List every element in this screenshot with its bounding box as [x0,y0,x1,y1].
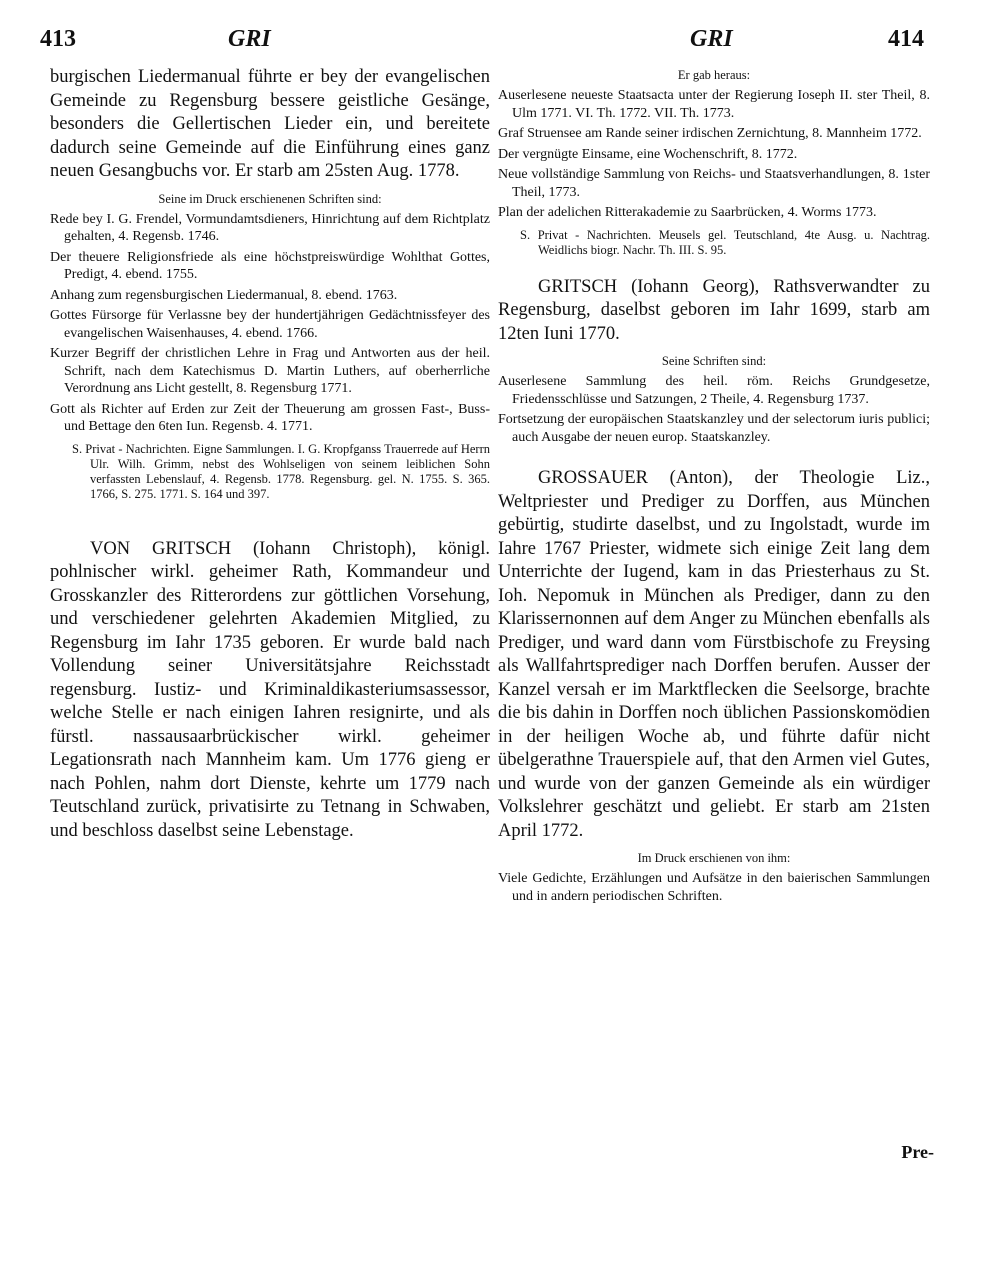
list-item: Anhang zum regensburgischen Liedermanual, 8. ebend. 1763. [50,287,398,303]
right-column [498,66,930,908]
entry-gritsch-johann-christoph: VON GRITSCH (Iohann Christoph), königl. pohlnischer wirkl. geheimer Rath, Kommandeur und Grosskanzler des Ritterordens zur göttlichen Vorsehung, und verschiedener gelehrten Akademien Mitglied, zu Regensburg im Iahr 1735 geboren. Er wurde bald nach Vollendung seiner Universitätsjahre Reichsstadt regensburg. Iustiz- und Kriminaldikasteriumsassessor, welche Stelle er nach einigen Iahren resignirte, und als fürstl. nassausaarbrückischer wirkl. geheimer Legationsrath nach Mannheim kam. Um 1776 gieng er nach Pohlen, nahm dort Dienste, kehrte um 1779 nach Teutschland zurück, privatisirte zu Tetnang in Schwaben, und beschloss daselbst seine Lebenstage. [50,538,490,841]
list-item: Auserlesene neueste Staatsacta unter der Regierung Ioseph II. ster Theil, 8. Ulm 1771. VI. Th. 1772. VII. Th. 1773. [498,88,930,121]
printed-heading: Im Druck erschienen von ihm: [637,851,791,865]
list-item: Neue vollständige Sammlung von Reichs- und Staatsverhandlungen, 8. 1ster Theil, 1773. [498,167,930,200]
list-item: Der theuere Religionsfriede als eine höchstpreiswürdige Wohlthat Gottes, Predigt, 4. ebend. 1755. [50,249,490,282]
list-item: Fortsetzung der europäischen Staatskanzley und der selectorum iuris publici; auch Ausgabe der neuen europ. Staatskanzley. [498,412,930,445]
sources-note-left: S. Privat - Nachrichten. Eigne Sammlungen. I. G. Kropfganss Trauerrede auf Herrn Ulr. Wilh. Grimm, nebst des Wohlseligen von seinem leiblichen Sohn verfassten Lebenslauf, 4. Regensb. 1778. Regensburg. gel. N. 1755. S. 365. 1766, S. 275. 1771. S. 164 und 397. [72,441,490,501]
list-item: Gottes Fürsorge für Verlassne bey der hundertjährigen Gedächtnissfeyer des evangelischen Waisenhauses, 4. ebend. 1766. [50,308,490,341]
continuation-paragraph: burgischen Liedermanual führte er bey der evangelischen Gemeinde zu Regensburg bessere geistliche Gesänge, besonders die Gellertischen Lieder ein, und bereitete dadurch seine Gemeinde auf die Einführung eines ganz neuen Gesangbuchs vor. Er starb am 25sten Aug. 1778. [50,67,490,181]
left-running-title: GRI [228,26,271,52]
left-column [50,66,490,843]
entry-gritsch-johann-georg: GRITSCH (Iohann Georg), Rathsverwandter zu Regensburg, daselbst geboren im Iahr 1699, starb am 12ten Iuni 1770. [498,276,930,344]
right-running-title: GRI [690,26,733,52]
right-page-number: 414 [888,26,924,52]
writings-list-right [498,373,930,446]
entry-grossauer: GROSSAUER (Anton), der Theologie Liz., Weltpriester und Prediger zu Dorffen, aus München gebürtig, studirte daselbst, und zu Ingolstadt, wurde im Iahre 1767 Priester, widmete sich einige Zeit lang dem Unterrichte der Iugend, kam in das Priesterhaus zu St. Ioh. Nepomuk in München als Prediger, dann zu den Klarissernonnen auf dem Anger zu München ebenfalls als Prediger, und ward dann vom Fürstbischofe zu Freysing als Wallfahrtsprediger nach Dorffen berufen. Ausser der Kanzel versah er im Marktflecken die Seelsorge, brachte die bis dahin in Dorffen noch üblichen Passionskomödien in der heiligen Woche ab, und führte dafür nicht übelgerathne Trauerspiele auf, that den Armen viel Gutes, und wurde von der ganzen Gemeinde als ein würdiger Volkslehrer geschätzt und geliebt. Er starb am 21sten April 1772. [498,468,930,841]
published-list [498,87,930,222]
list-item: Der vergnügte Einsame, eine Wochenschrift, 8. 1772. [498,146,798,162]
list-item: Kurzer Begriff der christlichen Lehre in Frag und Antworten aus der heil. Schrift, nach dem Katechismus D. Martin Luthers, auf oberherrliche Verordnung ans Licht gestellt, 8. Regensburg 1771. [50,346,490,396]
published-heading: Er gab heraus: [677,68,751,82]
list-item: Gott als Richter auf Erden zur Zeit der Theuerung am grossen Fast-, Buss- und Bettage den 6ten Iun. Regensb. 4. 1771. [50,401,490,434]
sources-note-right: S. Privat - Nachrichten. Meusels gel. Teutschland, 4te Ausg. u. Nachtrag. Weidlichs biogr. Nachr. Th. III. S. 95. [520,227,930,257]
list-item: Auserlesene Sammlung des heil. röm. Reichs Grundgesetze, Friedensschlüsse und Satzungen, 2 Theile, 4. Regensburg 1737. [498,374,930,407]
writings-heading-right: Seine Schriften sind: [661,354,767,368]
list-item: Rede bey I. G. Frendel, Vormundamtsdieners, Hinrichtung auf dem Richtplatz gehalten, 4. Regensb. 1746. [50,211,490,244]
printed-list [498,870,930,905]
writings-list-left [50,211,490,436]
catchword: Pre- [901,1142,934,1162]
left-page-number: 413 [40,26,76,52]
list-item: Viele Gedichte, Erzählungen und Aufsätze in den baierischen Sammlungen und in andern periodischen Schriften. [498,871,930,904]
list-item: Plan der adelichen Ritterakademie zu Saarbrücken, 4. Worms 1773. [498,205,877,220]
list-item: Graf Struensee am Rande seiner irdischen Zernichtung, 8. Mannheim 1772. [498,126,922,141]
writings-heading-left: Seine im Druck erschienenen Schriften sind: [158,191,382,206]
